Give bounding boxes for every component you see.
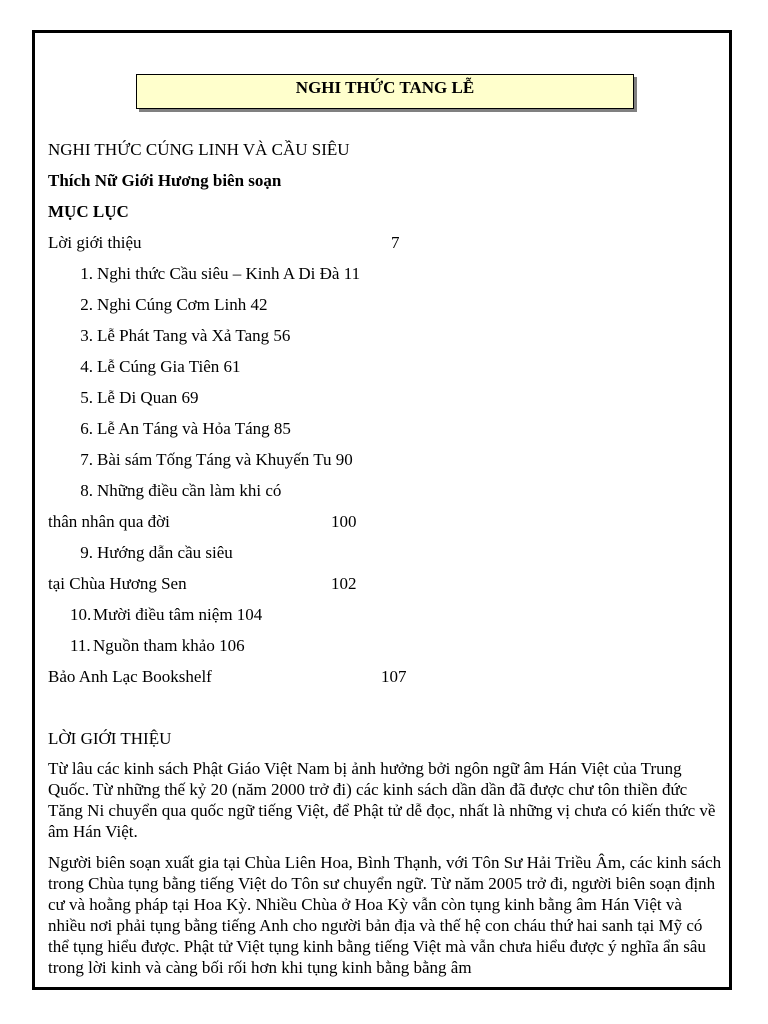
toc-item-number: 2.	[80, 295, 93, 314]
author-line: Thích Nữ Giới Hương biên soạn	[48, 171, 282, 190]
intro-paragraph: Từ lâu các kinh sách Phật Giáo Việt Nam bị ảnh hưởng bởi ngôn ngữ âm Hán Việt của Trung Quốc. Từ những thế kỷ 20 (năm 2000 trở đi) các kinh sách dần dần đã được chư tôn thiền đức Tăng Ni chuyển qua quốc ngữ tiếng Việt, để Phật tử dễ đọc, nhất là những vị chưa có kiến thức về âm Hán Việt.	[48, 759, 716, 841]
toc-intro-entry	[48, 231, 723, 262]
toc-item-number: 4.	[80, 357, 93, 376]
intro-heading: LỜI GIỚI THIỆU	[48, 729, 172, 748]
document-title: NGHI THỨC TANG LỄ	[295, 78, 475, 97]
toc-item-text: Lễ An Táng và Hỏa Táng 85	[97, 419, 291, 438]
toc-item-text: Bài sám Tống Táng và Khuyến Tu 90	[97, 450, 353, 469]
toc-item-text: Những điều cần làm khi có	[97, 481, 282, 500]
toc-intro-page: 7	[391, 233, 400, 252]
toc-item-number: 11.	[70, 636, 91, 655]
toc-item-page: 102	[331, 574, 357, 593]
section-spacer	[48, 696, 723, 727]
toc-item	[48, 417, 723, 448]
toc-item-text: Nghi thức Cầu siêu – Kinh A Di Đà 11	[97, 264, 361, 283]
toc-item-text: Nguồn tham khảo 106	[93, 636, 245, 655]
toc-item	[48, 355, 723, 386]
toc-item-number: 7.	[80, 450, 93, 469]
title-box	[136, 74, 634, 109]
toc-item	[48, 603, 723, 634]
toc-item-continuation-text: tại Chùa Hương Sen	[48, 574, 187, 593]
toc-item	[48, 386, 723, 417]
toc-item	[48, 541, 723, 572]
toc-item-text: Hướng dẫn cầu siêu	[97, 543, 233, 562]
toc-item	[48, 479, 723, 510]
toc-bookshelf-page: 107	[381, 667, 407, 686]
toc-item	[48, 448, 723, 479]
toc-item-text: Lễ Di Quan 69	[97, 388, 199, 407]
toc-item-continuation-text: thân nhân qua đời	[48, 512, 170, 531]
toc-item-text: Lễ Phát Tang và Xả Tang 56	[97, 326, 291, 345]
toc-item	[48, 634, 723, 665]
toc-item-number: 5.	[80, 388, 93, 407]
toc-item-number: 1.	[80, 264, 93, 283]
toc-item-number: 3.	[80, 326, 93, 345]
document-subtitle: NGHI THỨC CÚNG LINH VÀ CẦU SIÊU	[48, 140, 350, 159]
document-content	[48, 138, 723, 988]
toc-item-page: 100	[331, 512, 357, 531]
toc-item-text: Mười điều tâm niệm 104	[93, 605, 263, 624]
document-page	[32, 30, 732, 990]
intro-paragraph: Người biên soạn xuất gia tại Chùa Liên Hoa, Bình Thạnh, với Tôn Sư Hải Triều Âm, các kinh sách trong Chùa tụng bằng tiếng Việt do Tôn sư chuyển ngữ. Từ năm 2005 trở đi, người biên soạn định cư và hoằng pháp tại Hoa Kỳ. Nhiều Chùa ở Hoa Kỳ vẫn còn tụng kinh bằng âm Hán Việt và nhiều nơi phải tụng bằng tiếng Anh cho người bản địa và thế hệ con cháu thứ hai sanh tại Mỹ có thể tụng hiểu được. Phật tử Việt tụng kinh bằng tiếng Việt mà vẫn chưa hiểu được ý nghĩa ẩn sâu trong lời kinh và càng bối rối hơn khi tụng kinh bằng bằng âm	[48, 853, 722, 977]
toc-item-number: 10.	[70, 605, 92, 624]
toc-bookshelf-entry	[48, 665, 723, 696]
toc-item-number: 9.	[80, 543, 93, 562]
toc-item-number: 6.	[80, 419, 93, 438]
toc-item	[48, 262, 723, 293]
toc-item-number: 8.	[80, 481, 93, 500]
toc-intro-label: Lời giới thiệu	[48, 233, 142, 252]
toc-item-continuation	[48, 510, 723, 541]
toc-item-continuation	[48, 572, 723, 603]
toc-bookshelf-label: Bảo Anh Lạc Bookshelf	[48, 667, 212, 686]
toc-item	[48, 293, 723, 324]
toc-item-text: Lễ Cúng Gia Tiên 61	[97, 357, 241, 376]
toc-item	[48, 324, 723, 355]
toc-heading: MỤC LỤC	[48, 202, 129, 221]
toc-item-text: Nghi Cúng Cơm Linh 42	[97, 295, 268, 314]
